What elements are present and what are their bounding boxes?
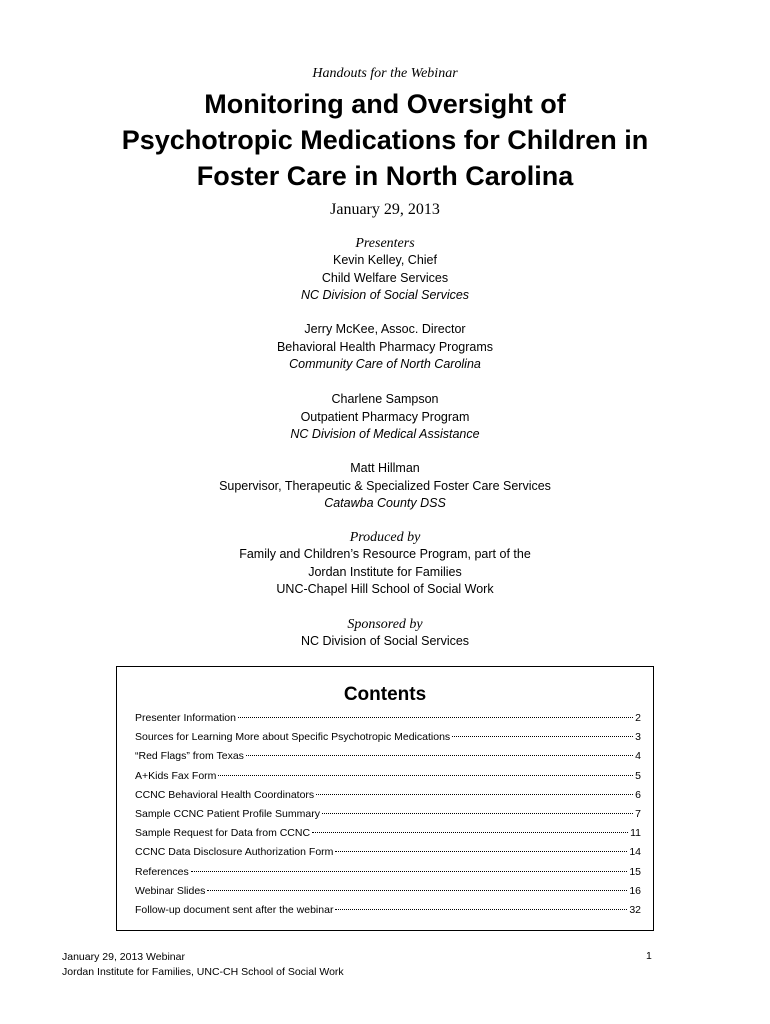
contents-item-label: Webinar Slides bbox=[135, 884, 206, 897]
contents-item-label: Follow-up document sent after the webinar bbox=[135, 903, 334, 916]
produced-by-line: Jordan Institute for Families bbox=[308, 564, 462, 579]
presenter-block bbox=[0, 391, 770, 444]
title-line: Psychotropic Medications for Children in bbox=[121, 125, 649, 155]
contents-item[interactable] bbox=[135, 866, 641, 885]
contents-item-label: Presenter Information bbox=[135, 712, 236, 724]
presenter-org: Community Care of North Carolina bbox=[289, 357, 481, 371]
presenter-role: Outpatient Pharmacy Program bbox=[300, 409, 470, 424]
contents-item-label: Sample CCNC Patient Profile Summary bbox=[135, 807, 320, 820]
footer-line: January 29, 2013 Webinar bbox=[62, 951, 185, 963]
presenter-org: Catawba County DSS bbox=[324, 496, 446, 510]
presenter-name: Kevin Kelley, Chief bbox=[333, 253, 437, 267]
contents-item-page: 11 bbox=[630, 827, 641, 840]
contents-item[interactable] bbox=[135, 904, 641, 923]
sponsored-by-heading: Sponsored by bbox=[347, 617, 423, 632]
produced-by-block bbox=[0, 546, 770, 599]
dot-leader bbox=[246, 754, 633, 756]
dot-leader bbox=[316, 793, 633, 795]
document-date: January 29, 2013 bbox=[330, 201, 440, 218]
produced-by-line: UNC-Chapel Hill School of Social Work bbox=[276, 582, 494, 596]
presenter-name: Jerry McKee, Assoc. Director bbox=[304, 322, 466, 336]
presenter-role: Behavioral Health Pharmacy Programs bbox=[276, 339, 494, 354]
contents-item[interactable] bbox=[135, 808, 641, 827]
dot-leader bbox=[322, 812, 633, 814]
contents-item[interactable] bbox=[135, 770, 641, 789]
presenter-name: Charlene Sampson bbox=[331, 392, 439, 406]
footer-line: Jordan Institute for Families, UNC-CH School of Social Work bbox=[62, 966, 344, 978]
dot-leader bbox=[452, 735, 633, 737]
contents-item-label: “Red Flags” from Texas bbox=[135, 750, 244, 763]
presenter-org: NC Division of Medical Assistance bbox=[290, 427, 480, 441]
page-footer bbox=[62, 950, 344, 980]
contents-item-label: CCNC Data Disclosure Authorization Form bbox=[135, 846, 334, 859]
document-title bbox=[0, 86, 770, 194]
produced-by-heading: Produced by bbox=[349, 530, 421, 545]
title-line: Foster Care in North Carolina bbox=[196, 161, 574, 191]
contents-item[interactable] bbox=[135, 827, 641, 846]
contents-item[interactable] bbox=[135, 846, 641, 865]
table-of-contents bbox=[116, 666, 654, 931]
contents-item[interactable] bbox=[135, 789, 641, 808]
contents-item-page: 6 bbox=[635, 788, 641, 801]
dot-leader bbox=[335, 850, 627, 852]
dot-leader bbox=[191, 870, 628, 872]
dot-leader bbox=[238, 716, 633, 718]
contents-item[interactable] bbox=[135, 712, 641, 731]
sponsored-by-line: NC Division of Social Services bbox=[300, 634, 470, 648]
contents-item-label: CCNC Behavioral Health Coordinators bbox=[135, 788, 315, 801]
contents-item-page: 14 bbox=[629, 846, 641, 859]
contents-list bbox=[135, 712, 641, 923]
title-line: Monitoring and Oversight of bbox=[204, 89, 566, 119]
dot-leader bbox=[207, 889, 627, 891]
page-number: 1 bbox=[646, 950, 652, 962]
presenter-role: Supervisor, Therapeutic & Specialized Foster Care Services bbox=[219, 478, 551, 493]
produced-by-line: Family and Children’s Resource Program, part of the bbox=[239, 547, 531, 561]
dot-leader bbox=[218, 774, 633, 776]
presenter-role: Child Welfare Services bbox=[321, 270, 449, 285]
contents-item[interactable] bbox=[135, 885, 641, 904]
contents-item-label: Sources for Learning More about Specific Psychotropic Medications bbox=[135, 731, 451, 744]
contents-item-page: 5 bbox=[635, 769, 641, 782]
contents-item-label: References bbox=[135, 865, 189, 878]
contents-item-page: 16 bbox=[629, 884, 641, 897]
contents-item-label: A+Kids Fax Form bbox=[135, 769, 217, 782]
dot-leader bbox=[335, 908, 627, 910]
presenter-name: Matt Hillman bbox=[350, 461, 420, 475]
dot-leader bbox=[312, 831, 628, 833]
contents-item-label: Sample Request for Data from CCNC bbox=[135, 827, 311, 840]
contents-item-page: 2 bbox=[635, 712, 641, 724]
contents-item-page: 3 bbox=[635, 731, 641, 744]
presenter-block bbox=[0, 252, 770, 305]
contents-item[interactable] bbox=[135, 750, 641, 769]
presenter-block bbox=[0, 460, 770, 513]
contents-item-page: 15 bbox=[629, 865, 641, 878]
presenter-org: NC Division of Social Services bbox=[300, 288, 470, 302]
presenter-block bbox=[0, 321, 770, 374]
contents-item[interactable] bbox=[135, 731, 641, 750]
contents-item-page: 7 bbox=[635, 807, 641, 820]
contents-title: Contents bbox=[343, 684, 427, 705]
contents-item-page: 32 bbox=[629, 903, 641, 916]
presenters-heading: Presenters bbox=[355, 236, 415, 251]
contents-item-page: 4 bbox=[635, 750, 641, 763]
document-subtitle: Handouts for the Webinar bbox=[312, 66, 458, 81]
